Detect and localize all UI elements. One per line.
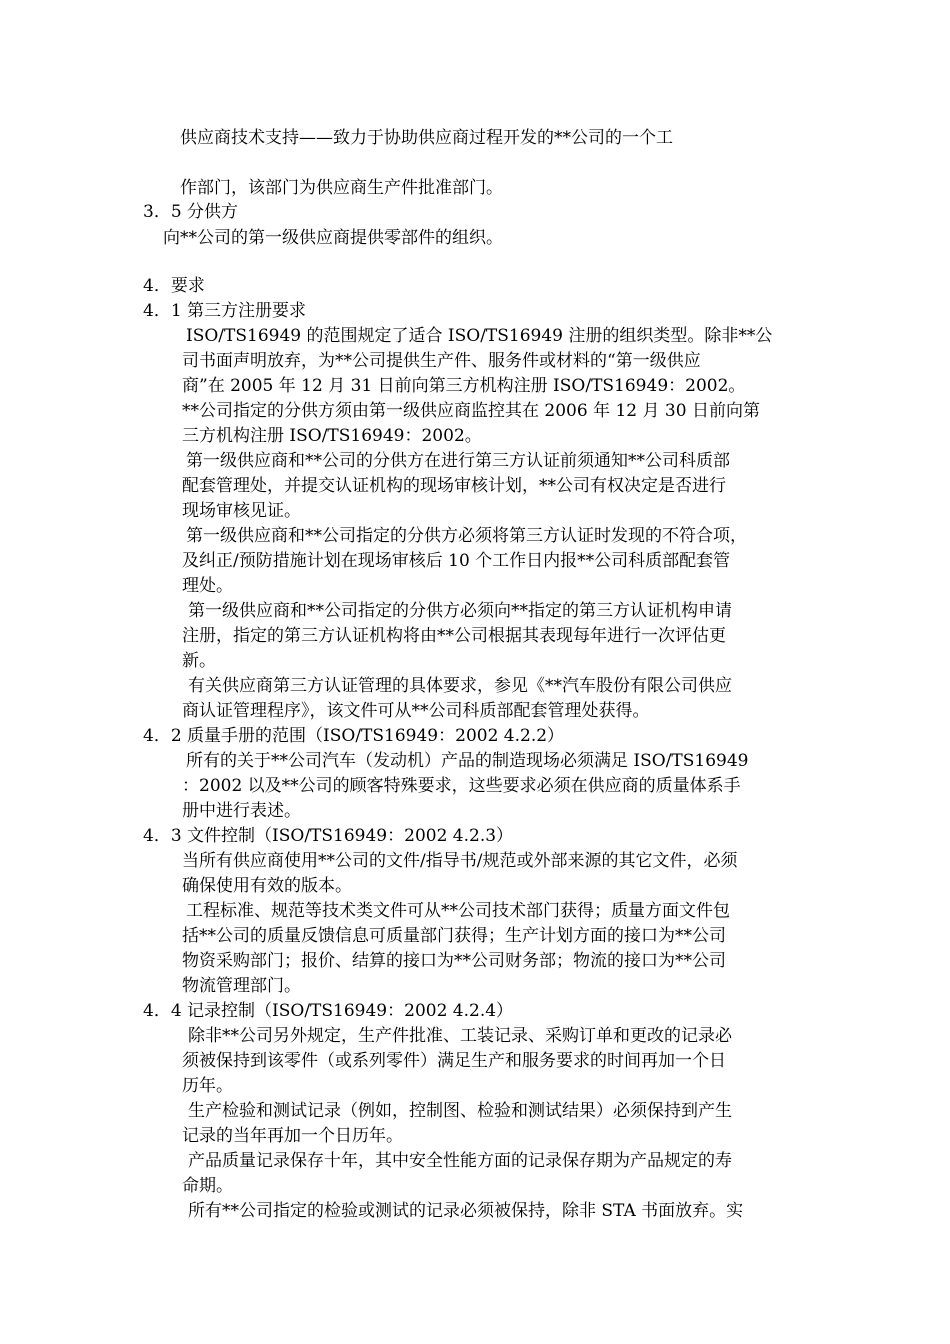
paragraph-line: 命期。 <box>182 1176 233 1196</box>
paragraph-line: 理处。 <box>182 576 233 596</box>
paragraph-line: 工程标准、规范等技术类文件可从**公司技术部门获得；质量方面文件包 <box>186 901 730 921</box>
paragraph-line: 供应商技术支持——致力于协助供应商过程开发的**公司的一个工 <box>180 128 673 148</box>
paragraph-line: 历年。 <box>182 1076 233 1096</box>
paragraph-line: 括**公司的质量反馈信息可质量部门获得；生产计划方面的接口为**公司 <box>182 926 726 946</box>
section-heading: 3．5 分供方 <box>143 202 239 222</box>
paragraph-line: 册中进行表述。 <box>182 801 301 821</box>
paragraph-line: 当所有供应商使用**公司的文件/指导书/规范或外部来源的其它文件，必须 <box>182 851 738 871</box>
paragraph-line: 生产检验和测试记录（例如，控制图、检验和测试结果）必须保持到产生 <box>188 1101 732 1121</box>
paragraph-line: 须被保持到该零件（或系列零件）满足生产和服务要求的时间再加一个日 <box>182 1051 726 1071</box>
section-heading: 4．4 记录控制（ISO/TS16949：2002 4.2.4） <box>143 1001 514 1021</box>
paragraph-line: ISO/TS16949 的范围规定了适合 ISO/TS16949 注册的组织类型。除非**公 <box>186 326 773 346</box>
paragraph-line: 商认证管理程序》，该文件可从**公司科质部配套管理处获得。 <box>182 701 650 721</box>
paragraph-line: 物流管理部门。 <box>182 976 301 996</box>
paragraph-line: 配套管理处，并提交认证机构的现场审核计划，**公司有权决定是否进行 <box>182 476 726 496</box>
paragraph-line: 除非**公司另外规定，生产件批准、工装记录、采购订单和更改的记录必 <box>188 1026 732 1046</box>
paragraph-line: 记录的当年再加一个日历年。 <box>182 1126 403 1146</box>
paragraph-line: 所有的关于**公司汽车（发动机）产品的制造现场必须满足 ISO/TS16949 <box>186 751 749 771</box>
paragraph-line: 第一级供应商和**公司的分供方在进行第三方认证前须通知**公司科质部 <box>186 451 730 471</box>
paragraph-line: 所有**公司指定的检验或测试的记录必须被保持，除非 STA 书面放弃。实 <box>188 1201 744 1221</box>
paragraph-line: ：2002 以及**公司的顾客特殊要求，这些要求必须在供应商的质量体系手 <box>182 776 741 796</box>
paragraph-line: 第一级供应商和**公司指定的分供方必须向**指定的第三方认证机构申请 <box>188 601 732 621</box>
section-heading: 4．1 第三方注册要求 <box>143 301 307 321</box>
paragraph-line: 及纠正/预防措施计划在现场审核后 10 个工作日内报**公司科质部配套管 <box>182 551 731 571</box>
section-heading: 4．3 文件控制（ISO/TS16949：2002 4.2.3） <box>143 826 514 846</box>
section-heading: 4．2 质量手册的范围（ISO/TS16949：2002 4.2.2） <box>143 726 565 746</box>
paragraph-line: **公司指定的分供方须由第一级供应商监控其在 2006 年 12 月 30 日前向第 <box>182 401 760 421</box>
paragraph-line: 确保使用有效的版本。 <box>182 876 352 896</box>
paragraph-line: 物资采购部门；报价、结算的接口为**公司财务部；物流的接口为**公司 <box>182 951 726 971</box>
paragraph-line: 作部门，该部门为供应商生产件批准部门。 <box>180 178 503 198</box>
paragraph-line: 注册，指定的第三方认证机构将由**公司根据其表现每年进行一次评估更 <box>182 626 726 646</box>
paragraph-line: 现场审核见证。 <box>182 501 301 521</box>
section-heading: 4．要求 <box>143 276 205 296</box>
paragraph-line: 第一级供应商和**公司指定的分供方必须将第三方认证时发现的不符合项， <box>186 526 747 546</box>
paragraph-line: 三方机构注册 ISO/TS16949：2002。 <box>182 426 482 446</box>
paragraph-line: 新。 <box>182 651 216 671</box>
paragraph-line: 产品质量记录保存十年，其中安全性能方面的记录保存期为产品规定的寿 <box>188 1151 732 1171</box>
paragraph-line: 向**公司的第一级供应商提供零部件的组织。 <box>163 228 503 248</box>
paragraph-line: 有关供应商第三方认证管理的具体要求，参见《**汽车股份有限公司供应 <box>188 676 732 696</box>
paragraph-line: 商”在 2005 年 12 月 31 日前向第三方机构注册 ISO/TS16949：2002。 <box>182 376 746 396</box>
paragraph-line: 司书面声明放弃，为**公司提供生产件、服务件或材料的“第一级供应 <box>182 351 701 371</box>
